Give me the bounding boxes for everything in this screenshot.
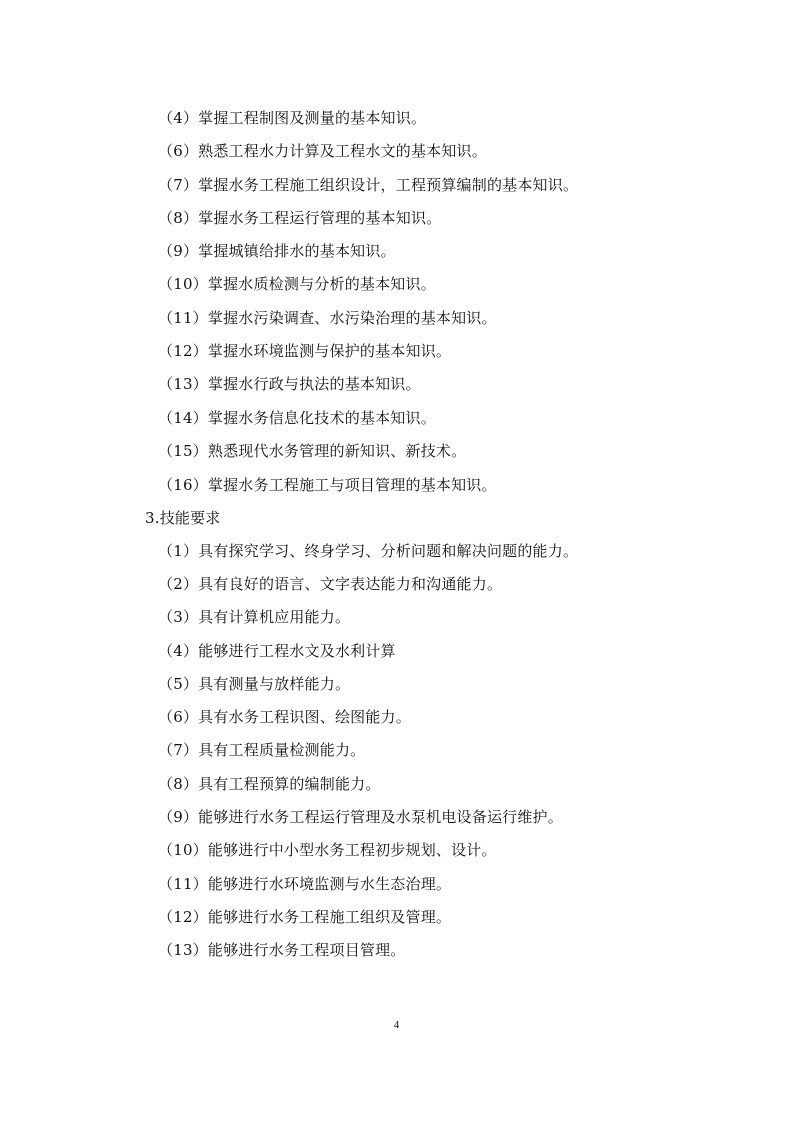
knowledge-item-6: （6）熟悉工程水力计算及工程水文的基本知识。	[158, 142, 487, 160]
skill-item-4: （4）能够进行工程水文及水利计算	[158, 642, 396, 660]
page-number: 4	[393, 1019, 400, 1031]
knowledge-item-7: （7）掌握水务工程施工组织设计，工程预算编制的基本知识。	[158, 176, 579, 194]
knowledge-item-13: （13）掌握水行政与执法的基本知识。	[158, 375, 421, 393]
skill-item-6: （6）具有水务工程识图、绘图能力。	[158, 708, 411, 726]
skill-item-5: （5）具有测量与放样能力。	[158, 675, 351, 693]
skill-item-13: （13）能够进行水务工程项目管理。	[158, 941, 406, 959]
skill-item-3: （3）具有计算机应用能力。	[158, 608, 351, 626]
skill-item-11: （11）能够进行水环境监测与水生态治理。	[158, 875, 452, 893]
skill-item-9: （9）能够进行水务工程运行管理及水泵机电设备运行维护。	[158, 808, 563, 826]
knowledge-item-16: （16）掌握水务工程施工与项目管理的基本知识。	[158, 476, 497, 494]
skill-item-8: （8）具有工程预算的编制能力。	[158, 775, 381, 793]
knowledge-item-15: （15）熟悉现代水务管理的新知识、新技术。	[158, 442, 467, 460]
skill-item-12: （12）能够进行水务工程施工组织及管理。	[158, 908, 452, 926]
knowledge-item-12: （12）掌握水环境监测与保护的基本知识。	[158, 342, 452, 360]
knowledge-item-11: （11）掌握水污染调查、水污染治理的基本知识。	[158, 309, 497, 327]
knowledge-item-8: （8）掌握水务工程运行管理的基本知识。	[158, 209, 442, 227]
knowledge-item-4: （4）掌握工程制图及测量的基本知识。	[158, 109, 427, 127]
skill-item-2: （2）具有良好的语言、文字表达能力和沟通能力。	[158, 575, 503, 593]
knowledge-item-10: （10）掌握水质检测与分析的基本知识。	[158, 275, 436, 293]
skill-item-7: （7）具有工程质量检测能力。	[158, 741, 366, 759]
skill-item-1: （1）具有探究学习、终身学习、分析问题和解决问题的能力。	[158, 542, 579, 560]
skill-item-10: （10）能够进行中小型水务工程初步规划、设计。	[158, 841, 497, 859]
section-heading-skills: 3.技能要求	[145, 509, 221, 527]
knowledge-item-9: （9）掌握城镇给排水的基本知识。	[158, 242, 396, 260]
knowledge-item-14: （14）掌握水务信息化技术的基本知识。	[158, 409, 436, 427]
